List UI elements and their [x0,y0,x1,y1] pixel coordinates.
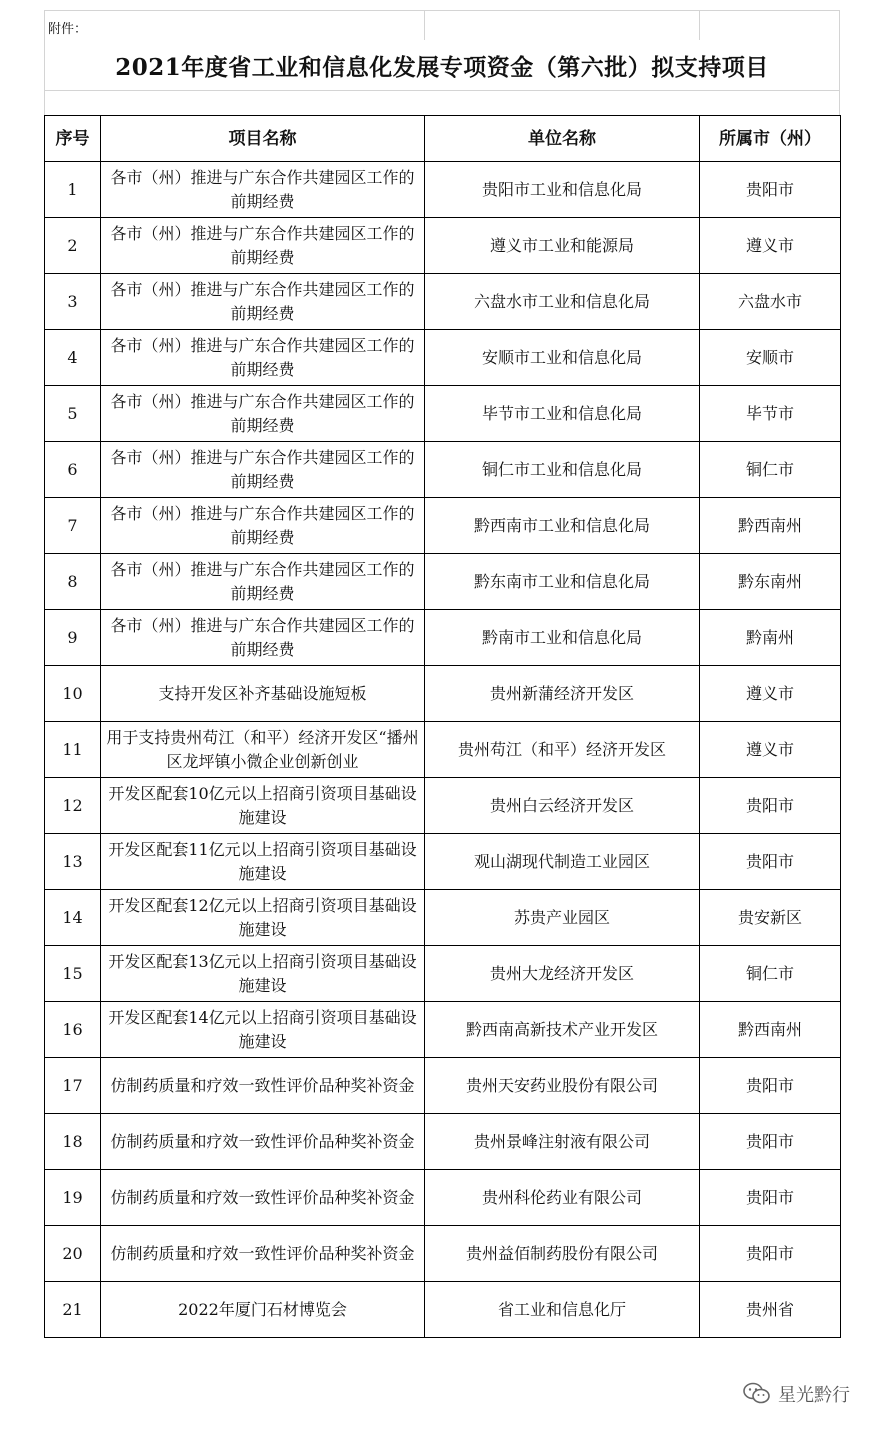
attachment-row [44,10,840,40]
row-index: 17 [45,1058,101,1114]
unit-name: 贵州天安药业股份有限公司 [425,1058,700,1114]
project-name: 开发区配套13亿元以上招商引资项目基础设施建设 [101,946,425,1002]
unit-name: 贵州益佰制药股份有限公司 [425,1226,700,1282]
project-name: 各市（州）推进与广东合作共建园区工作的前期经费 [101,386,425,442]
city-name: 安顺市 [700,330,841,386]
title-row [44,40,840,90]
project-name: 仿制药质量和疗效一致性评价品种奖补资金 [101,1114,425,1170]
unit-name: 黔南市工业和信息化局 [425,610,700,666]
unit-name: 观山湖现代制造工业园区 [425,834,700,890]
city-name: 铜仁市 [700,442,841,498]
table-row [45,162,841,218]
unit-name: 贵州科伦药业有限公司 [425,1170,700,1226]
project-name: 开发区配套14亿元以上招商引资项目基础设施建设 [101,1002,425,1058]
table-row [45,1114,841,1170]
unit-name: 苏贵产业园区 [425,890,700,946]
unit-name: 毕节市工业和信息化局 [425,386,700,442]
row-index: 16 [45,1002,101,1058]
watermark-text: 星光黔行 [778,1385,850,1406]
row-index: 14 [45,890,101,946]
project-name: 支持开发区补齐基础设施短板 [101,666,425,722]
city-name: 毕节市 [700,386,841,442]
city-name: 黔西南州 [700,1002,841,1058]
row-index: 9 [45,610,101,666]
table-row [45,1282,841,1338]
table-row [45,1170,841,1226]
column-header-unit: 单位名称 [425,116,700,162]
city-name: 遵义市 [700,722,841,778]
unit-name: 黔西南市工业和信息化局 [425,498,700,554]
spacer-row [44,90,840,115]
unit-name: 遵义市工业和能源局 [425,218,700,274]
unit-name: 贵州苟江（和平）经济开发区 [425,722,700,778]
city-name: 黔东南州 [700,554,841,610]
column-header-project: 项目名称 [101,116,425,162]
row-index: 2 [45,218,101,274]
row-index: 3 [45,274,101,330]
row-index: 10 [45,666,101,722]
table-row [45,1002,841,1058]
table-row [45,442,841,498]
table-header-row [45,116,841,162]
row-index: 12 [45,778,101,834]
row-index: 8 [45,554,101,610]
table-row [45,666,841,722]
column-header-index: 序号 [45,116,101,162]
unit-name: 黔东南市工业和信息化局 [425,554,700,610]
unit-name: 贵州景峰注射液有限公司 [425,1114,700,1170]
table-row [45,610,841,666]
city-name: 贵阳市 [700,1058,841,1114]
project-name: 各市（州）推进与广东合作共建园区工作的前期经费 [101,610,425,666]
city-name: 贵安新区 [700,890,841,946]
project-name: 各市（州）推进与广东合作共建园区工作的前期经费 [101,274,425,330]
unit-name: 贵州大龙经济开发区 [425,946,700,1002]
unit-name: 铜仁市工业和信息化局 [425,442,700,498]
city-name: 六盘水市 [700,274,841,330]
project-name: 开发区配套11亿元以上招商引资项目基础设施建设 [101,834,425,890]
row-index: 19 [45,1170,101,1226]
city-name: 黔西南州 [700,498,841,554]
row-index: 20 [45,1226,101,1282]
table-row [45,722,841,778]
city-name: 贵阳市 [700,1226,841,1282]
document-title: 2021年度省工业和信息化发展专项资金（第六批）拟支持项目 [115,53,769,81]
unit-name: 安顺市工业和信息化局 [425,330,700,386]
row-index: 18 [45,1114,101,1170]
row-index: 5 [45,386,101,442]
table-row [45,1058,841,1114]
project-table [44,115,841,1338]
row-index: 6 [45,442,101,498]
city-name: 遵义市 [700,218,841,274]
project-name: 开发区配套12亿元以上招商引资项目基础设施建设 [101,890,425,946]
project-name: 各市（州）推进与广东合作共建园区工作的前期经费 [101,554,425,610]
row-index: 21 [45,1282,101,1338]
table-row [45,386,841,442]
project-name: 各市（州）推进与广东合作共建园区工作的前期经费 [101,498,425,554]
project-name: 仿制药质量和疗效一致性评价品种奖补资金 [101,1226,425,1282]
row-index: 4 [45,330,101,386]
column-header-city: 所属市（州） [700,116,841,162]
document-sheet [44,10,840,1338]
row-index: 7 [45,498,101,554]
table-row [45,834,841,890]
city-name: 贵阳市 [700,1114,841,1170]
table-row [45,778,841,834]
row-index: 15 [45,946,101,1002]
project-name: 各市（州）推进与广东合作共建园区工作的前期经费 [101,330,425,386]
table-row [45,1226,841,1282]
project-name: 各市（州）推进与广东合作共建园区工作的前期经费 [101,218,425,274]
row-index: 1 [45,162,101,218]
unit-name: 六盘水市工业和信息化局 [425,274,700,330]
unit-name: 黔西南高新技术产业开发区 [425,1002,700,1058]
city-name: 贵州省 [700,1282,841,1338]
table-row [45,498,841,554]
project-name: 各市（州）推进与广东合作共建园区工作的前期经费 [101,442,425,498]
attachment-label: 附件： [48,22,88,37]
city-name: 铜仁市 [700,946,841,1002]
city-name: 贵阳市 [700,1170,841,1226]
table-row [45,274,841,330]
row-index: 11 [45,722,101,778]
unit-name: 贵阳市工业和信息化局 [425,162,700,218]
unit-name: 贵州新蒲经济开发区 [425,666,700,722]
watermark [742,1381,850,1407]
table-row [45,554,841,610]
table-row [45,890,841,946]
city-name: 黔南州 [700,610,841,666]
unit-name: 贵州白云经济开发区 [425,778,700,834]
row-index: 13 [45,834,101,890]
project-name: 各市（州）推进与广东合作共建园区工作的前期经费 [101,162,425,218]
table-row [45,330,841,386]
project-name: 仿制药质量和疗效一致性评价品种奖补资金 [101,1058,425,1114]
unit-name: 省工业和信息化厅 [425,1282,700,1338]
project-name: 开发区配套10亿元以上招商引资项目基础设施建设 [101,778,425,834]
project-name: 仿制药质量和疗效一致性评价品种奖补资金 [101,1170,425,1226]
project-name: 2022年厦门石材博览会 [101,1282,425,1338]
city-name: 遵义市 [700,666,841,722]
table-row [45,946,841,1002]
wechat-icon [742,1381,772,1407]
city-name: 贵阳市 [700,834,841,890]
city-name: 贵阳市 [700,778,841,834]
city-name: 贵阳市 [700,162,841,218]
table-row [45,218,841,274]
project-name: 用于支持贵州苟江（和平）经济开发区“播州区龙坪镇小微企业创新创业 [101,722,425,778]
